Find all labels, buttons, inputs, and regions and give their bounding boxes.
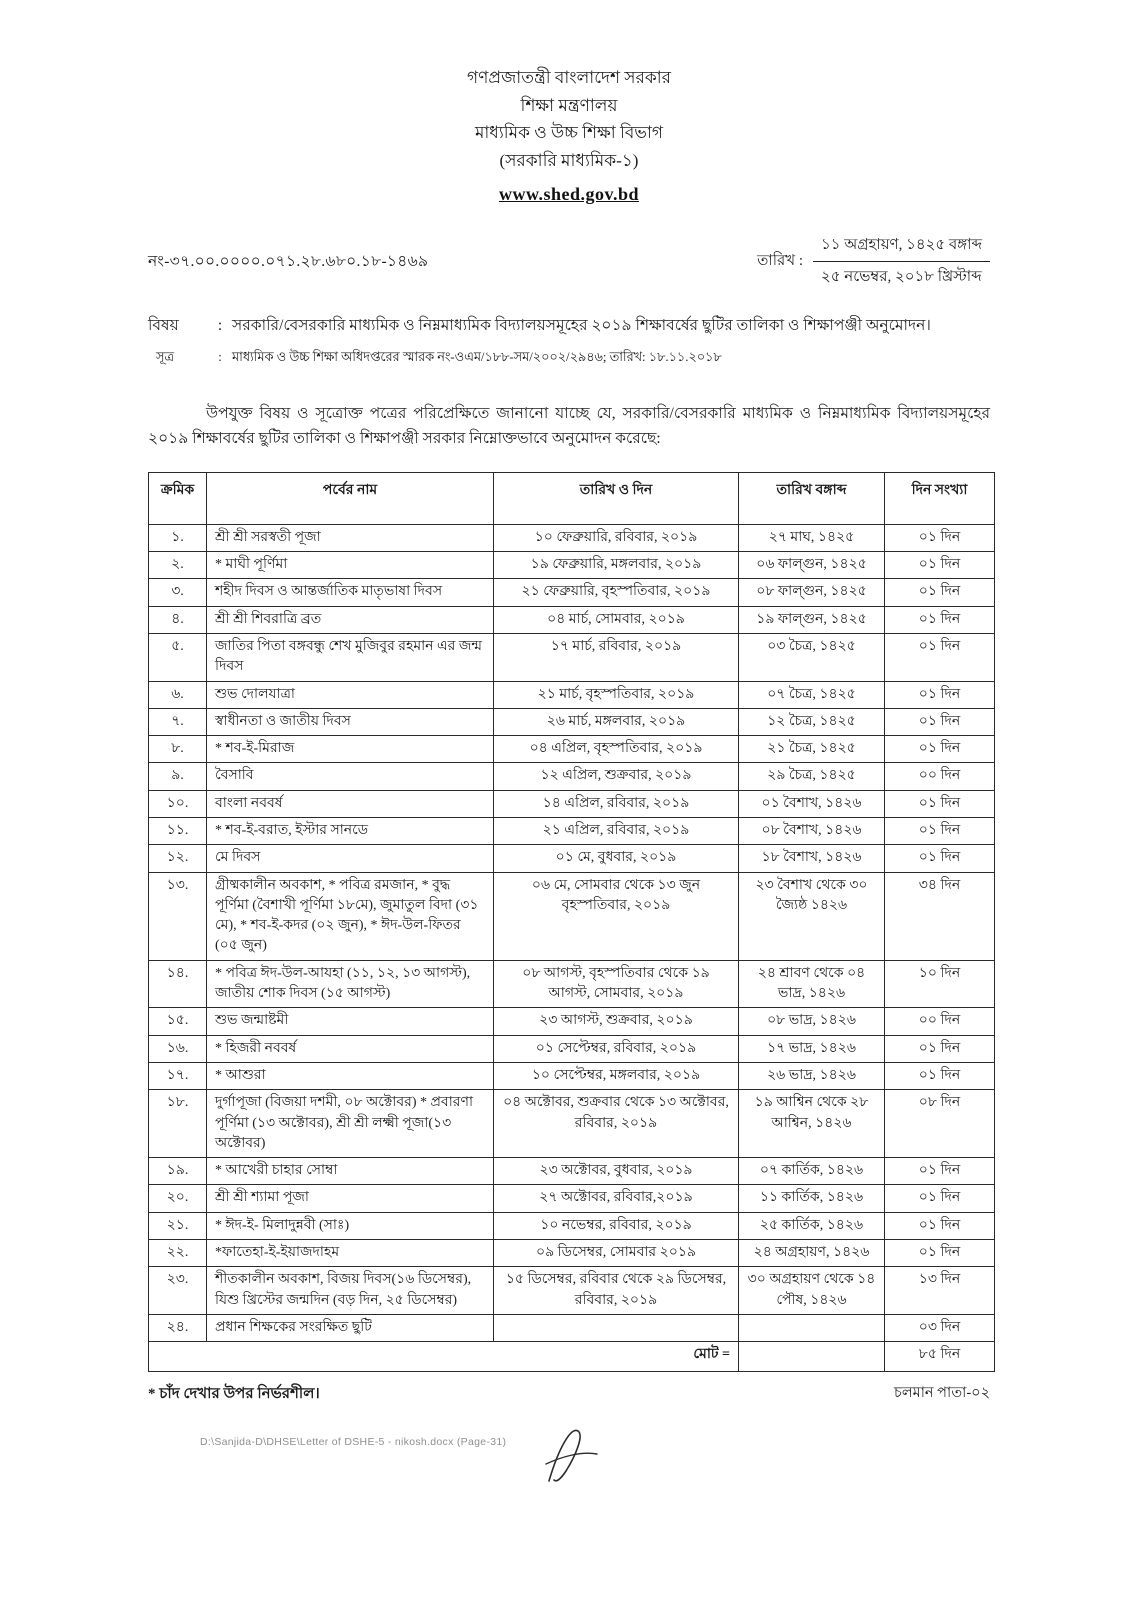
date-day-cell: ২১ এপ্রিল, রবিবার, ২০১৯ (494, 817, 739, 844)
bangla-date-cell: ১৭ ভাদ্র, ১৪২৬ (739, 1035, 885, 1062)
day-count-cell: ০১ দিন (885, 736, 995, 763)
reference-label: সূত্র (156, 350, 174, 365)
date-gregorian: ২৫ নভেম্বর, ২০১৮ খ্রিস্টাব্দ (821, 269, 982, 286)
reference-row (148, 348, 990, 368)
ministry-name: শিক্ষা মন্ত্রণালয় (520, 95, 618, 115)
serial-cell: ২০. (149, 1185, 207, 1212)
festival-name-cell: জাতির পিতা বঙ্গবন্ধু শেখ মুজিবুর রহমান এর জন্ম দিবস (207, 633, 494, 681)
table-header-row (149, 472, 995, 524)
festival-name-cell: গ্রীষ্মকালীন অবকাশ, * পবিত্র রমজান, * বুদ্ধ পূর্ণিমা (বৈশাখী পূর্ণিমা ১৮মে), জুমাতুল বিদা (৩১ মে), * শব-ই-কদর (০২ জুন), * ঈদ-উল-ফিতর (০৫ জুন) (207, 872, 494, 960)
day-count-cell: ০১ দিন (885, 606, 995, 633)
table-row (149, 960, 995, 1008)
day-count-cell: ০১ দিন (885, 681, 995, 708)
bangla-date-cell: ০৩ চৈত্র, ১৪২৫ (739, 633, 885, 681)
bangla-date-cell: ০৭ কার্তিক, ১৪২৬ (739, 1158, 885, 1185)
date-day-cell: ১৭ মার্চ, রবিবার, ২০১৯ (494, 633, 739, 681)
table-row (149, 845, 995, 872)
serial-cell: ৬. (149, 681, 207, 708)
footer-row (148, 1382, 990, 1407)
subject-text: সরকারি/বেসরকারি মাধ্যমিক ও নিম্নমাধ্যমিক বিদ্যালয়সমূহের ২০১৯ শিক্ষাবর্ষের ছুটির তালিকা ও শিক্ষাপঞ্জী অনুমোদন। (232, 317, 931, 335)
date-day-cell: ১০ ফেব্রুয়ারি, রবিবার, ২০১৯ (494, 524, 739, 551)
header-day-count: দিন সংখ্যা (885, 472, 995, 524)
bangla-date-cell: ১৯ ফাল্গুন, ১৪২৫ (739, 606, 885, 633)
government-name: গণপ্রজাতন্ত্রী বাংলাদেশ সরকার (466, 68, 672, 87)
table-total-row (149, 1342, 995, 1372)
date-day-cell: ১০ সেপ্টেম্বর, মঙ্গলবার, ২০১৯ (494, 1062, 739, 1089)
festival-name-cell: বৈসাবি (207, 763, 494, 790)
bangla-date-cell: ২৪ শ্রাবণ থেকে ০৪ ভাদ্র, ১৪২৬ (739, 960, 885, 1008)
day-count-cell: ০৩ দিন (885, 1314, 995, 1341)
table-row (149, 524, 995, 551)
bangla-date-cell: ২৯ চৈত্র, ১৪২৫ (739, 763, 885, 790)
date-day-cell: ১৫ ডিসেম্বর, রবিবার থেকে ২৯ ডিসেম্বর, রবিবার, ২০১৯ (494, 1267, 739, 1315)
serial-cell: ২২. (149, 1240, 207, 1267)
festival-name-cell: * পবিত্র ঈদ-উল-আযহা (১১, ১২, ১৩ আগস্ট), জাতীয় শোক দিবস (১৫ আগস্ট) (207, 960, 494, 1008)
festival-name-cell: * শব-ই-মিরাজ (207, 736, 494, 763)
festival-name-cell: * হিজরী নববর্ষ (207, 1035, 494, 1062)
table-row (149, 1158, 995, 1185)
table-row (149, 633, 995, 681)
header-date-day: তারিখ ও দিন (494, 472, 739, 524)
table-row (149, 1240, 995, 1267)
day-count-cell: ০১ দিন (885, 1035, 995, 1062)
date-day-cell: ০৪ মার্চ, সোমবার, ২০১৯ (494, 606, 739, 633)
date-day-cell: ০৬ মে, সোমবার থেকে ১৩ জুন বৃহস্পতিবার, ২০১৯ (494, 872, 739, 960)
date-day-cell: ২৬ মার্চ, মঙ্গলবার, ২০১৯ (494, 708, 739, 735)
festival-name-cell: দুর্গাপূজা (বিজয়া দশমী, ০৮ অক্টোবর) * প্রবারণা পূর্ণিমা (১৩ অক্টোবর), শ্রী শ্রী লক্ষ্মী পূজা(১৩ অক্টোবর) (207, 1090, 494, 1158)
table-row (149, 606, 995, 633)
date-bangla: ১১ অগ্রহায়ণ, ১৪২৫ বঙ্গাব্দ (813, 233, 990, 262)
date-day-cell: ১৯ ফেব্রুয়ারি, মঙ্গলবার, ২০১৯ (494, 552, 739, 579)
serial-cell: ১৭. (149, 1062, 207, 1089)
serial-cell: ১৪. (149, 960, 207, 1008)
bangla-date-cell: ১৮ বৈশাখ, ১৪২৬ (739, 845, 885, 872)
date-day-cell: ১০ নভেম্বর, রবিবার, ২০১৯ (494, 1212, 739, 1239)
festival-name-cell: শুভ জন্মাষ্টমী (207, 1008, 494, 1035)
signature-icon (535, 1423, 605, 1487)
date-day-cell: ২১ মার্চ, বৃহস্পতিবার, ২০১৯ (494, 681, 739, 708)
date-day-cell (494, 1314, 739, 1341)
date-day-cell: ২৩ অক্টোবর, বুধবার, ২০১৯ (494, 1158, 739, 1185)
day-count-cell: ০১ দিন (885, 708, 995, 735)
day-count-cell: ০১ দিন (885, 1062, 995, 1089)
header-bangla-date: তারিখ বঙ্গাব্দ (739, 472, 885, 524)
serial-cell: ২. (149, 552, 207, 579)
day-count-cell: ০১ দিন (885, 633, 995, 681)
total-days-cell: ৮৫ দিন (885, 1342, 995, 1372)
file-path-text: D:\Sanjida-D\DHSE\Letter of DSHE-5 - nikosh.docx (Page-31) (200, 1436, 507, 1448)
serial-cell: ৮. (149, 736, 207, 763)
serial-cell: ১২. (149, 845, 207, 872)
date-label: তারিখ : (757, 253, 804, 270)
table-row (149, 1008, 995, 1035)
festival-name-cell: মে দিবস (207, 845, 494, 872)
day-count-cell: ০০ দিন (885, 763, 995, 790)
reference-text: মাধ্যমিক ও উচ্চ শিক্ষা অধিদপ্তরের স্মারক নং-ওএম/১৮৮-সম/২০০২/২৯৪৬; তারিখ: ১৮.১১.২০১৮ (232, 350, 722, 365)
subject-row (148, 314, 990, 338)
serial-cell: ২৩. (149, 1267, 207, 1315)
table-row (149, 552, 995, 579)
bangla-date-cell: ০৭ চৈত্র, ১৪২৫ (739, 681, 885, 708)
header-serial: ক্রমিক (149, 472, 207, 524)
festival-name-cell: শ্রী শ্রী সরস্বতী পূজা (207, 524, 494, 551)
day-count-cell: ০১ দিন (885, 524, 995, 551)
day-count-cell: ১৩ দিন (885, 1267, 995, 1315)
serial-cell: ১৫. (149, 1008, 207, 1035)
memo-date-row (148, 233, 990, 290)
table-row (149, 817, 995, 844)
festival-name-cell: স্বাধীনতা ও জাতীয় দিবস (207, 708, 494, 735)
festival-name-cell: বাংলা নববর্ষ (207, 790, 494, 817)
bangla-date-cell: ০৮ ফাল্গুন, ১৪২৫ (739, 579, 885, 606)
website-link[interactable]: www.shed.gov.bd (498, 184, 640, 205)
subject-label: বিষয় (148, 317, 179, 335)
date-day-cell: ২৩ আগস্ট, শুক্রবার, ২০১৯ (494, 1008, 739, 1035)
table-row (149, 790, 995, 817)
bangla-date-cell: ২৬ ভাদ্র, ১৪২৬ (739, 1062, 885, 1089)
subject-colon: : (217, 317, 223, 335)
serial-cell: ৯. (149, 763, 207, 790)
date-day-cell: ০৪ এপ্রিল, বৃহস্পতিবার, ২০১৯ (494, 736, 739, 763)
date-stack (813, 233, 990, 290)
bangla-date-cell: ৩০ অগ্রহায়ণ থেকে ১৪ পৌষ, ১৪২৬ (739, 1267, 885, 1315)
serial-cell: ১৮. (149, 1090, 207, 1158)
bangla-date-cell: ০৬ ফাল্গুন, ১৪২৫ (739, 552, 885, 579)
serial-cell: ১০. (149, 790, 207, 817)
bangla-date-cell: ২৩ বৈশাখ থেকে ৩০ জ্যৈষ্ঠ ১৪২৬ (739, 872, 885, 960)
table-row (149, 1212, 995, 1239)
bangla-date-cell: ১২ চৈত্র, ১৪২৫ (739, 708, 885, 735)
memo-number: নং-৩৭.০০.০০০০.০৭১.২৮.৬৮০.১৮-১৪৬৯ (148, 252, 429, 270)
bangla-date-cell: ২৪ অগ্রহায়ণ, ১৪২৬ (739, 1240, 885, 1267)
serial-cell: ১৬. (149, 1035, 207, 1062)
table-row (149, 1090, 995, 1158)
continuation-note: চলমান পাতা-০২ (894, 1385, 990, 1402)
bangla-date-cell: ০৮ বৈশাখ, ১৪২৬ (739, 817, 885, 844)
day-count-cell: ০০ দিন (885, 1008, 995, 1035)
table-row (149, 1035, 995, 1062)
festival-name-cell: শ্রী শ্রী শ্যামা পূজা (207, 1185, 494, 1212)
festival-name-cell: শহীদ দিবস ও আন্তর্জাতিক মাতৃভাষা দিবস (207, 579, 494, 606)
table-row (149, 872, 995, 960)
day-count-cell: ০১ দিন (885, 1158, 995, 1185)
day-count-cell: ০১ দিন (885, 1212, 995, 1239)
bangla-date-cell: ২৭ মাঘ, ১৪২৫ (739, 524, 885, 551)
festival-name-cell: * মাঘী পূর্ণিমা (207, 552, 494, 579)
holiday-table (148, 472, 995, 1373)
festival-name-cell: *ফাতেহা-ই-ইয়াজদাহম (207, 1240, 494, 1267)
reference-colon: : (218, 350, 222, 365)
header-festival-name: পর্বের নাম (207, 472, 494, 524)
festival-name-cell: শ্রী শ্রী শিবরাত্রি ব্রত (207, 606, 494, 633)
date-day-cell: ০১ মে, বুধবার, ২০১৯ (494, 845, 739, 872)
day-count-cell: ০১ দিন (885, 790, 995, 817)
day-count-cell: ০১ দিন (885, 552, 995, 579)
festival-name-cell: প্রধান শিক্ষকের সংরক্ষিত ছুটি (207, 1314, 494, 1341)
day-count-cell: ০১ দিন (885, 817, 995, 844)
section-name: (সরকারি মাধ্যমিক-১) (499, 150, 639, 170)
date-day-cell: ১২ এপ্রিল, শুক্রবার, ২০১৯ (494, 763, 739, 790)
day-count-cell: ০১ দিন (885, 1240, 995, 1267)
date-day-cell: ০১ সেপ্টেম্বর, রবিবার, ২০১৯ (494, 1035, 739, 1062)
serial-cell: ৭. (149, 708, 207, 735)
festival-name-cell: * আশুরা (207, 1062, 494, 1089)
bangla-date-cell: ১৯ আশ্বিন থেকে ২৮ আশ্বিন, ১৪২৬ (739, 1090, 885, 1158)
festival-name-cell: * আখেরী চাহার সোম্বা (207, 1158, 494, 1185)
festival-name-cell: * ঈদ-ই- মিলাদুন্নবী (সাঃ) (207, 1212, 494, 1239)
day-count-cell: ৩৪ দিন (885, 872, 995, 960)
serial-cell: ২১. (149, 1212, 207, 1239)
table-row (149, 708, 995, 735)
serial-cell: ১৩. (149, 872, 207, 960)
serial-cell: ৪. (149, 606, 207, 633)
day-count-cell: ০১ দিন (885, 1185, 995, 1212)
day-count-cell: ০১ দিন (885, 579, 995, 606)
date-day-cell: ০৮ আগস্ট, বৃহস্পতিবার থেকে ১৯ আগস্ট, সোমবার, ২০১৯ (494, 960, 739, 1008)
day-count-cell: ০১ দিন (885, 845, 995, 872)
serial-cell: ১৯. (149, 1158, 207, 1185)
serial-cell: ১. (149, 524, 207, 551)
date-day-cell: ০৪ অক্টোবর, শুক্রবার থেকে ১৩ অক্টোবর, রবিবার, ২০১৯ (494, 1090, 739, 1158)
bangla-date-cell: ২৫ কার্তিক, ১৪২৬ (739, 1212, 885, 1239)
letterhead (148, 64, 990, 209)
bangla-date-cell: ০১ বৈশাখ, ১৪২৬ (739, 790, 885, 817)
date-day-cell: ২১ ফেব্রুয়ারি, বৃহস্পতিবার, ২০১৯ (494, 579, 739, 606)
table-row (149, 1185, 995, 1212)
bangla-date-cell: ২১ চৈত্র, ১৪২৫ (739, 736, 885, 763)
festival-name-cell: শুভ দোলযাত্রা (207, 681, 494, 708)
moon-footnote: * চাঁদ দেখার উপর নির্ভরশীল। (148, 1386, 320, 1403)
day-count-cell: ১০ দিন (885, 960, 995, 1008)
festival-name-cell: * শব-ই-বরাত, ইস্টার সানডে (207, 817, 494, 844)
date-block (757, 233, 990, 290)
division-name: মাধ্যমিক ও উচ্চ শিক্ষা বিভাগ (474, 123, 664, 143)
signature-mark (535, 1423, 990, 1487)
total-label: মোট = (149, 1342, 739, 1372)
table-row (149, 1267, 995, 1315)
bangla-date-cell: ১১ কার্তিক, ১৪২৬ (739, 1185, 885, 1212)
festival-name-cell: শীতকালীন অবকাশ, বিজয় দিবস(১৬ ডিসেম্বর), যিশু খ্রিস্টের জন্মদিন (বড় দিন, ২৫ ডিসেম্বর) (207, 1267, 494, 1315)
serial-cell: ১১. (149, 817, 207, 844)
table-row (149, 681, 995, 708)
body-paragraph: উপযুক্ত বিষয় ও সূত্রোক্ত পত্রের পরিপ্রেক্ষিতে জানানো যাচ্ছে যে, সরকারি/বেসরকারি মাধ্যমিক ও নিম্নমাধ্যমিক বিদ্যালয়সমূহের ২০১৯ শিক্ষাবর্ষের ছুটির তালিকা ও শিক্ষাপঞ্জী সরকার নিম্নোক্তভাবে অনুমোদন করেছে: (148, 405, 990, 447)
serial-cell: ২৪. (149, 1314, 207, 1341)
date-day-cell: ০৯ ডিসেম্বর, সোমবার ২০১৯ (494, 1240, 739, 1267)
table-row (149, 579, 995, 606)
table-row (149, 736, 995, 763)
serial-cell: ৫. (149, 633, 207, 681)
date-day-cell: ১৪ এপ্রিল, রবিবার, ২০১৯ (494, 790, 739, 817)
table-row (149, 1314, 995, 1341)
total-empty-cell (739, 1342, 885, 1372)
date-day-cell: ২৭ অক্টোবর, রবিবার,২০১৯ (494, 1185, 739, 1212)
day-count-cell: ০৮ দিন (885, 1090, 995, 1158)
bangla-date-cell (739, 1314, 885, 1341)
table-row (149, 763, 995, 790)
bangla-date-cell: ০৮ ভাদ্র, ১৪২৬ (739, 1008, 885, 1035)
serial-cell: ৩. (149, 579, 207, 606)
table-row (149, 1062, 995, 1089)
